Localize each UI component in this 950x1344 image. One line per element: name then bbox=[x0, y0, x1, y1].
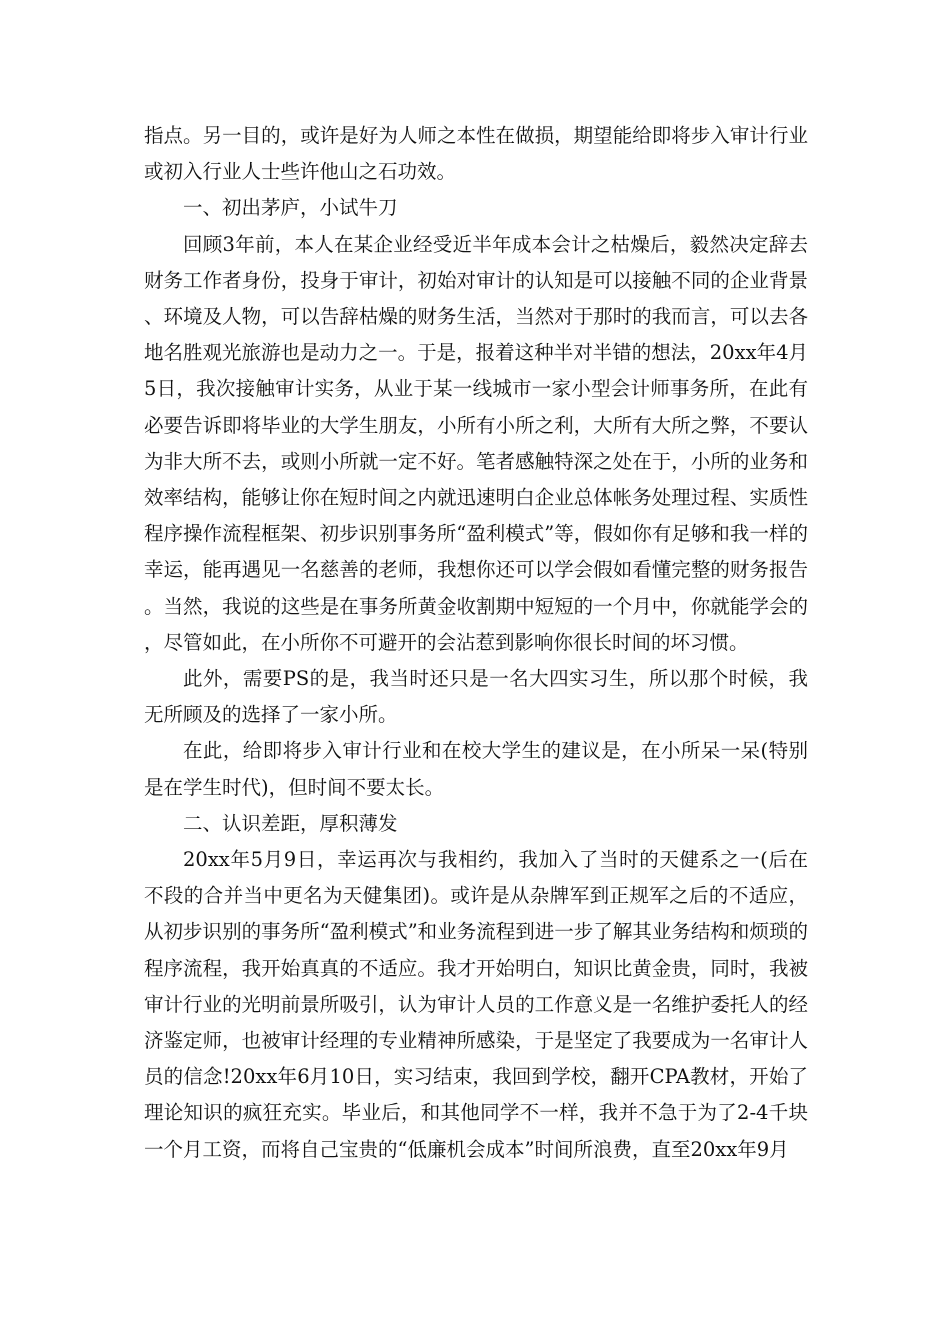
paragraph-review: 回顾3年前，本人在某企业经受近半年成本会计之枯燥后，毅然决定辞去财务工作者身份，投身于审计，初始对审计的认知是可以接触不同的企业背景、环境及人物，可以告辞枯燥的财务生活，当然对于那时的我而言，可以去各地名胜观光旅游也是动力之一。于是，报着这种半对半错的想法，20xx年4月5日，我次接触审计实务，从业于某一线城市一家小型会计师事务所，在此有必要告诉即将毕业的大学生朋友，小所有小所之利，大所有大所之弊，不要认为非大所不去，或则小所就一定不好。笔者感触特深之处在于，小所的业务和效率结构，能够让你在短时间之内就迅速明白企业总体帐务处理过程、实质性程序操作流程框架、初步识别事务所“盈利模式”等，假如你有足够和我一样的幸运，能再遇见一名慈善的老师，我想你还可以学会假如看懂完整的财务报告。当然，我说的这些是在事务所黄金收割期中短短的一个月中，你就能学会的，尽管如此，在小所你不可避开的会沾惹到影响你很长时间的坏习惯。 bbox=[144, 232, 808, 654]
paragraph-advice: 在此，给即将步入审计行业和在校大学生的建议是，在小所呆一呆(特别是在学生时代)，但时间不要太长。 bbox=[144, 739, 808, 799]
paragraph-tianjian: 20xx年5月9日，幸运再次与我相约，我加入了当时的天健系之一(后在不段的合并当中更名为天健集团)。或许是从杂牌军到正规军之后的不适应，从初步识别的事务所“盈利模式”和业务流程到进一步了解其业务结构和烦琐的程序流程，我开始真真的不适应。我才开始明白，知识比黄金贵，同时，我被审计行业的光明前景所吸引，认为审计人员的工作意义是一名维护委托人的经济鉴定师，也被审计经理的专业精神所感染，于是坚定了我要成为一名审计人员的信念!20xx年6月10日，实习结束，我回到学校，翻开CPA教材，开始了理论知识的疯狂充实。毕业后，和其他同学不一样，我并不急于为了2-4千块一个月工资，而将自己宝贵的“低廉机会成本”时间所浪费，直至20xx年9月 bbox=[144, 848, 808, 1161]
document-body bbox=[144, 118, 808, 1168]
paragraph-intro-continuation: 指点。另一目的，或许是好为人师之本性在做损，期望能给即将步入审计行业或初入行业人士些许他山之石功效。 bbox=[144, 124, 808, 184]
paragraph-ps-note: 此外，需要PS的是，我当时还只是一名大四实习生，所以那个时候，我无所顾及的选择了一家小所。 bbox=[144, 667, 808, 727]
section-heading-1: 一、初出茅庐，小试牛刀 bbox=[183, 196, 398, 220]
section-heading-2: 二、认识差距，厚积薄发 bbox=[183, 811, 398, 835]
